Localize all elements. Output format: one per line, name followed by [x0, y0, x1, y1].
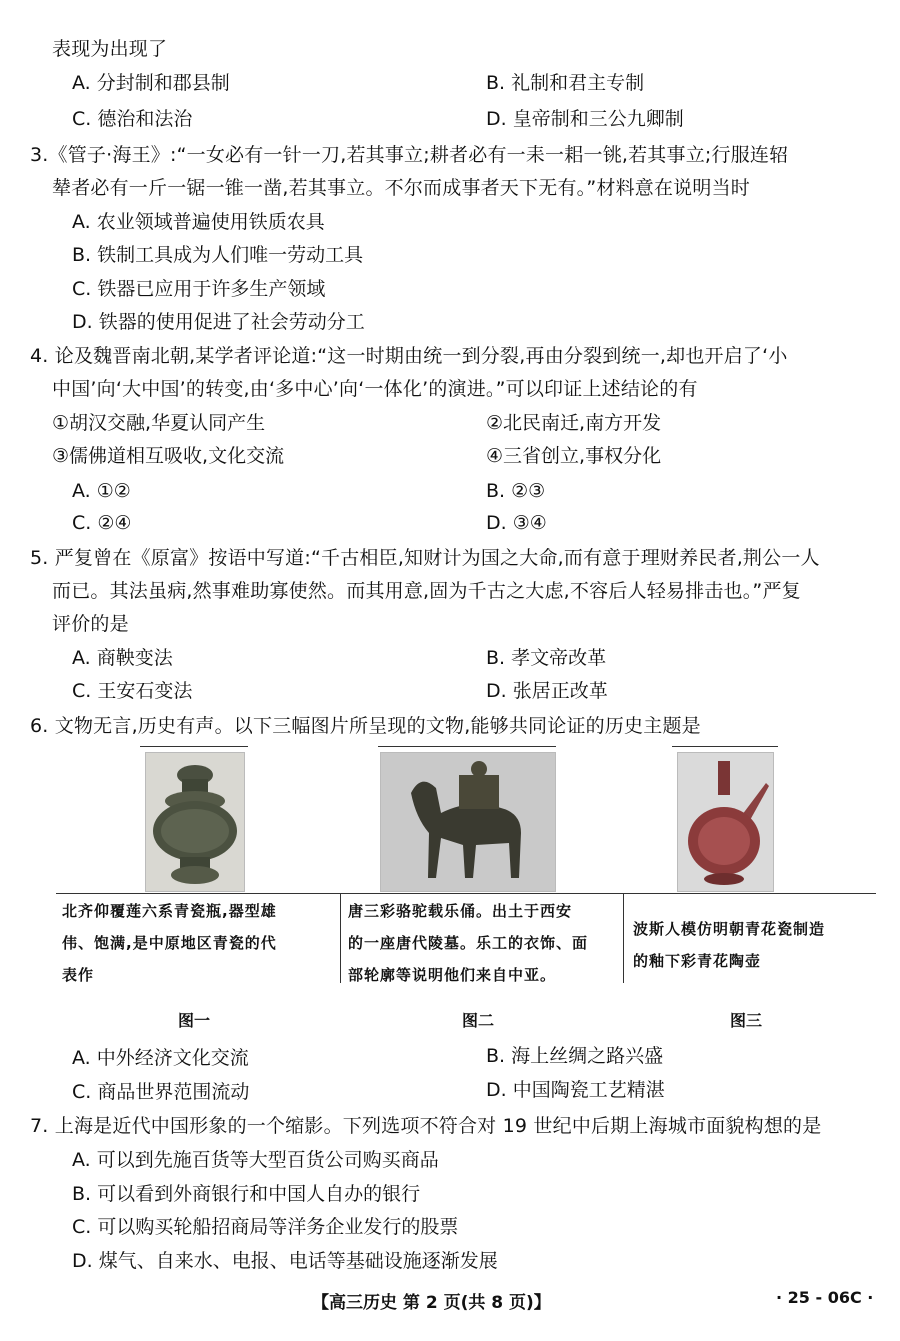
q3-option-d[interactable]: D. 铁器的使用促进了社会劳动分工 [72, 311, 365, 333]
page-footer-label: 【高三历史 第 2 页(共 8 页)】 [312, 1293, 551, 1313]
q5-option-a[interactable]: A. 商鞅变法 [72, 647, 173, 669]
q6-option-c[interactable]: C. 商品世界范围流动 [72, 1081, 250, 1103]
q4-option-a[interactable]: A. ①② [72, 480, 131, 502]
figure-2-caption-line3: 部轮廓等说明他们来自中亚。 [348, 966, 557, 984]
q7-option-c[interactable]: C. 可以购买轮船招商局等洋务企业发行的股票 [72, 1216, 459, 1238]
q2-option-a[interactable]: A. 分封制和郡县制 [72, 72, 230, 94]
page-footer-code: · 25 - 06C · [776, 1288, 874, 1307]
q3-stem-line1: 3.《管子·海王》:“一女必有一针一刀,若其事立;耕者必有一耒一耜一铫,若其事立;行服连轺 [30, 144, 789, 166]
caption-top-rule [56, 893, 876, 894]
q5-option-c[interactable]: C. 王安石变法 [72, 680, 193, 702]
figure-2-label: 图二 [462, 1011, 495, 1030]
figure-3-persian-ewer-image [677, 752, 774, 892]
q5-stem-line3: 评价的是 [52, 613, 129, 635]
q4-stem-line1: 4. 论及魏晋南北朝,某学者评论道:“这一时期由统一到分裂,再由分裂到统一,却也开启了‘小 [30, 345, 788, 367]
q4-item-2: ②北民南迁,南方开发 [486, 412, 662, 434]
figure-3-top-rule [672, 746, 778, 747]
q6-option-d[interactable]: D. 中国陶瓷工艺精湛 [486, 1079, 665, 1101]
q7-option-a[interactable]: A. 可以到先施百货等大型百货公司购买商品 [72, 1149, 439, 1171]
q2-option-b[interactable]: B. 礼制和君主专制 [486, 72, 645, 94]
q4-item-1: ①胡汉交融,华夏认同产生 [52, 412, 266, 434]
q4-stem-line2: 中国’向‘大中国’的转变,由‘多中心’向‘一体化’的演进。”可以印证上述结论的有 [52, 378, 698, 400]
figure-1-caption-line2: 伟、饱满,是中原地区青瓷的代 [62, 934, 277, 952]
figure-1-caption-line1: 北齐仰覆莲六系青瓷瓶,器型雄 [62, 902, 277, 920]
q5-option-d[interactable]: D. 张居正改革 [486, 680, 608, 702]
figure-2-caption-line1: 唐三彩骆驼载乐俑。出土于西安 [348, 902, 573, 920]
figure-3-caption-line2: 的釉下彩青花陶壶 [633, 952, 762, 970]
q2-stem-tail: 表现为出现了 [52, 38, 168, 60]
q4-item-4: ④三省创立,事权分化 [486, 445, 662, 467]
caption-divider-1 [340, 893, 341, 983]
q4-option-b[interactable]: B. ②③ [486, 480, 546, 502]
q6-option-a[interactable]: A. 中外经济文化交流 [72, 1047, 249, 1069]
q6-option-b[interactable]: B. 海上丝绸之路兴盛 [486, 1045, 664, 1067]
q7-stem-line1: 7. 上海是近代中国形象的一个缩影。下列选项不符合对 19 世纪中后期上海城市面貌构想的是 [30, 1115, 822, 1137]
figure-2-tang-camel-image [380, 752, 556, 892]
q4-item-3: ③儒佛道相互吸收,文化交流 [52, 445, 285, 467]
q4-option-d[interactable]: D. ③④ [486, 512, 547, 534]
q3-option-b[interactable]: B. 铁制工具成为人们唯一劳动工具 [72, 244, 364, 266]
q4-option-c[interactable]: C. ②④ [72, 512, 132, 534]
q5-stem-line2: 而已。其法虽病,然事难助寡使然。而其用意,固为千古之大虑,不容后人轻易排击也。”严复 [52, 580, 801, 602]
q6-stem-line1: 6. 文物无言,历史有声。以下三幅图片所呈现的文物,能够共同论证的历史主题是 [30, 715, 701, 737]
figure-1-label: 图一 [178, 1011, 211, 1030]
q2-option-c[interactable]: C. 德治和法治 [72, 108, 193, 130]
q3-option-a[interactable]: A. 农业领域普遍使用铁质农具 [72, 211, 325, 233]
q3-stem-line2: 辇者必有一斤一锯一锥一凿,若其事立。不尔而成事者天下无有。”材料意在说明当时 [52, 177, 750, 199]
figure-1-caption-line3: 表作 [62, 966, 95, 984]
q7-option-b[interactable]: B. 可以看到外商银行和中国人自办的银行 [72, 1183, 421, 1205]
figure-2-caption-line2: 的一座唐代陵墓。乐工的衣饰、面 [348, 934, 589, 952]
q2-option-d[interactable]: D. 皇帝制和三公九卿制 [486, 108, 684, 130]
figure-3-label: 图三 [730, 1011, 763, 1030]
figure-1-celadon-vase-image [145, 752, 245, 892]
q3-option-c[interactable]: C. 铁器已应用于许多生产领域 [72, 278, 326, 300]
figure-1-top-rule [140, 746, 248, 747]
q5-option-b[interactable]: B. 孝文帝改革 [486, 647, 607, 669]
figure-3-caption-line1: 波斯人模仿明朝青花瓷制造 [633, 920, 826, 938]
q5-stem-line1: 5. 严复曾在《原富》按语中写道:“千古相臣,知财计为国之大命,而有意于理财养民者,荆公一人 [30, 547, 820, 569]
figure-2-top-rule [378, 746, 556, 747]
caption-divider-2 [623, 893, 624, 983]
q7-option-d[interactable]: D. 煤气、自来水、电报、电话等基础设施逐渐发展 [72, 1250, 498, 1272]
